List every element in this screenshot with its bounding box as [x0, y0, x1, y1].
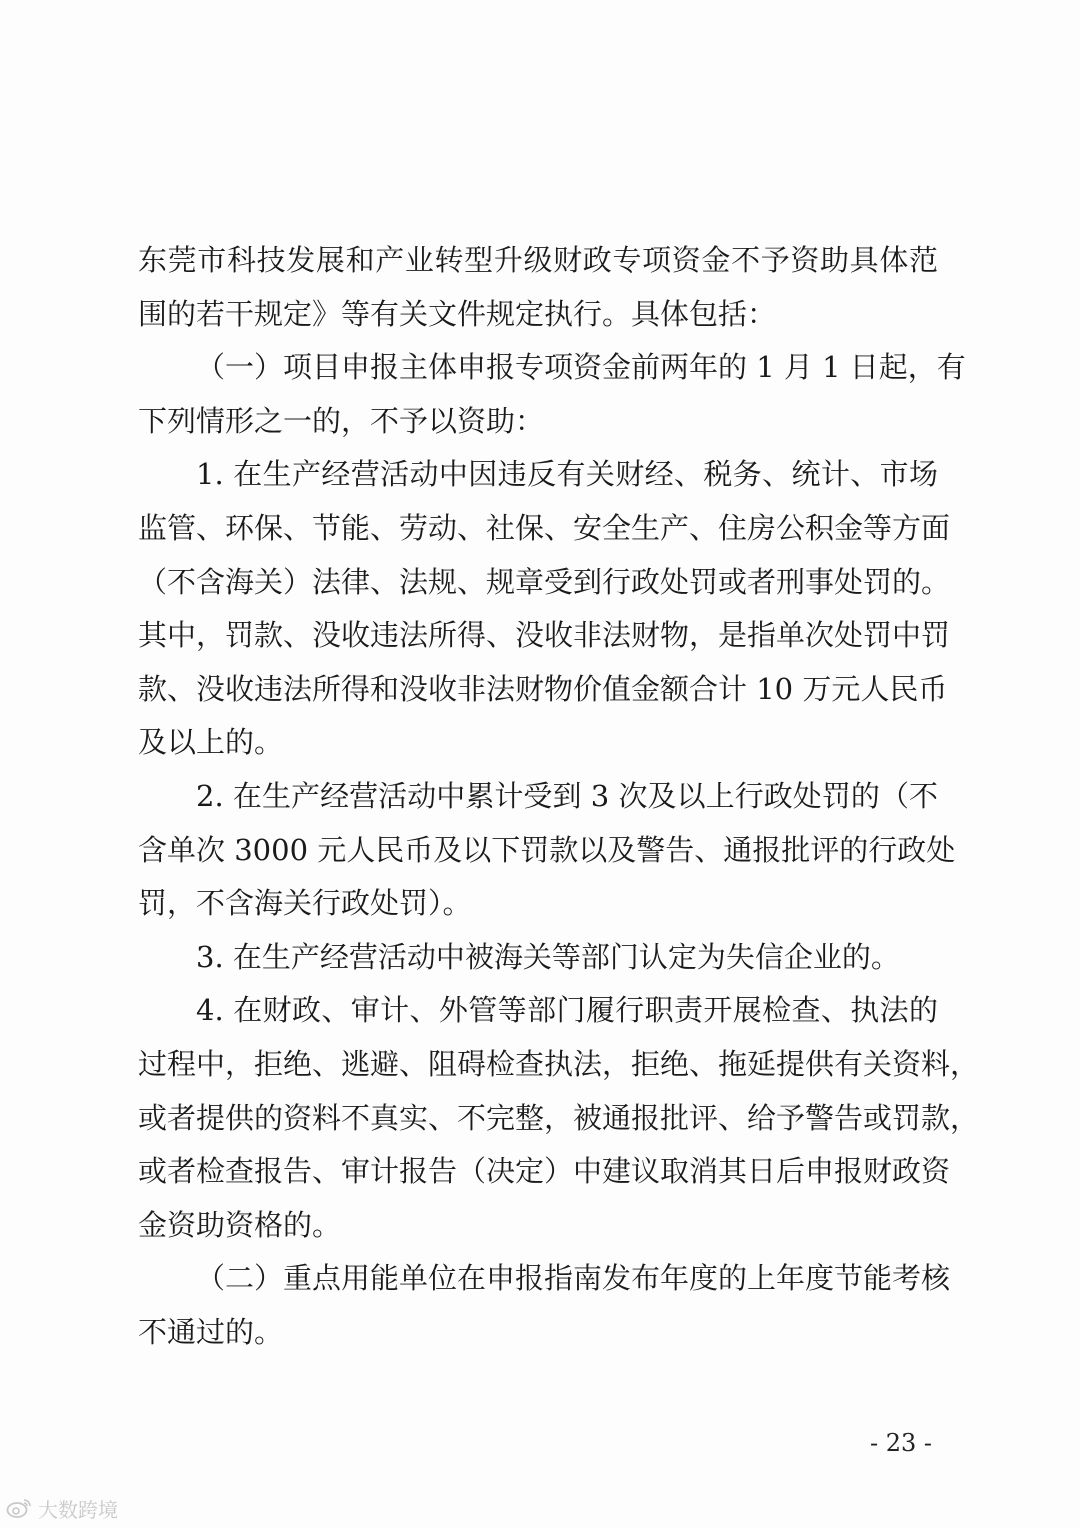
text-line: 围的若干规定》等有关文件规定执行。具体包括： [138, 296, 777, 331]
text-line: 过程中，拒绝、逃避、阻碍检查执法，拒绝、拖延提供有关资料， [138, 1046, 980, 1081]
text-line: 金资助资格的。 [138, 1207, 342, 1242]
text-line: 1. 在生产经营活动中因违反有关财经、税务、统计、市场 [196, 457, 938, 492]
text-line: 或者检查报告、审计报告（决定）中建议取消其日后申报财政资 [138, 1154, 951, 1189]
text-line: （一）项目申报主体申报专项资金前两年的 1 月 1 日起，有 [196, 350, 966, 385]
watermark [6, 1494, 118, 1522]
weibo-logo-icon [6, 1497, 32, 1519]
body-text [138, 234, 980, 1359]
text-line: 含单次 3000 元人民币及以下罚款以及警告、通报批评的行政处 [138, 832, 956, 867]
text-line: （不含海关）法律、法规、规章受到行政处罚或者刑事处罚的。 [138, 564, 951, 599]
text-line: 东莞市科技发展和产业转型升级财政专项资金不予资助具体范 [138, 243, 938, 277]
text-line: 罚，不含海关行政处罚）。 [138, 886, 472, 921]
text-line: 下列情形之一的，不予以资助： [138, 403, 545, 438]
text-line: 2. 在生产经营活动中累计受到 3 次及以上行政处罚的（不 [196, 778, 938, 813]
text-line: （二）重点用能单位在申报指南发布年度的上年度节能考核 [196, 1261, 951, 1296]
text-line: 不通过的。 [138, 1314, 284, 1349]
text-line: 或者提供的资料不真实、不完整，被通报批评、给予警告或罚款， [138, 1100, 980, 1135]
text-line: 4. 在财政、审计、外管等部门履行职责开展检查、执法的 [196, 993, 938, 1028]
page-number: - 23 - [869, 1429, 932, 1457]
text-line: 及以上的。 [138, 725, 284, 760]
text-line: 其中，罚款、没收违法所得、没收非法财物，是指单次处罚中罚 [138, 618, 951, 653]
text-line: 款、没收违法所得和没收非法财物价值金额合计 10 万元人民币 [138, 671, 948, 706]
text-line: 监管、环保、节能、劳动、社保、安全生产、住房公积金等方面 [138, 510, 951, 545]
text-line: 3. 在生产经营活动中被海关等部门认定为失信企业的。 [196, 939, 900, 974]
watermark-text: 大数跨境 [38, 1497, 118, 1522]
